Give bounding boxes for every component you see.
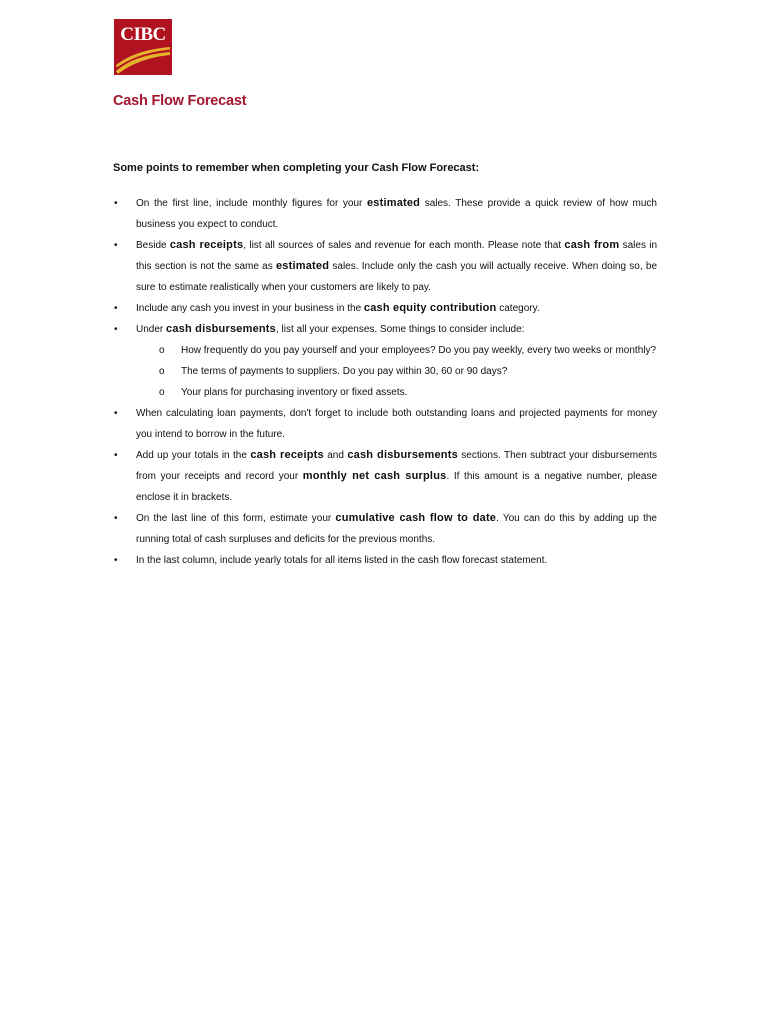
- sub-list-item: o Your plans for purchasing inventory or fixed assets.: [136, 382, 657, 403]
- sub-list-item: o The terms of payments to suppliers. Do you pay within 30, 60 or 90 days?: [136, 361, 657, 382]
- list-item: • In the last column, include yearly totals for all items listed in the cash flow forecast statement.: [113, 550, 657, 571]
- points-list: [113, 193, 657, 571]
- list-item: • Under cash disbursements, list all your expenses. Some things to consider include: o How frequently do you pay yourself and your employees? Do you pay weekly, every two weeks or monthly? o The terms of payments to suppliers. Do you pay within 30, 60 or 90 days? o Your plans for purchasing inventory or fixed assets.: [113, 319, 657, 403]
- list-item: • Add up your totals in the cash receipts and cash disbursements sections. Then subtract your disbursements from your receipts and record your monthly net cash surplus. If this amount is a negative number, please enclose it in brackets.: [113, 445, 657, 508]
- logo-text: CIBC: [120, 24, 166, 45]
- sub-list-item: o How frequently do you pay yourself and your employees? Do you pay weekly, every two weeks or monthly?: [136, 340, 657, 361]
- list-item: • On the last line of this form, estimate your cumulative cash flow to date. You can do this by adding up the running total of cash surpluses and deficits for the previous months.: [113, 508, 657, 550]
- logo-swoosh-icon: [114, 19, 172, 75]
- list-item: • On the first line, include monthly figures for your estimated sales. These provide a quick review of how much business you expect to conduct.: [113, 193, 657, 235]
- list-item: • Include any cash you invest in your business in the cash equity contribution category.: [113, 298, 657, 319]
- points-subheading: Some points to remember when completing your Cash Flow Forecast:: [113, 162, 480, 174]
- list-item: • When calculating loan payments, don't forget to include both outstanding loans and projected payments for money you intend to borrow in the future.: [113, 403, 657, 445]
- document-title: Cash Flow Forecast: [113, 93, 247, 109]
- sub-list: [136, 340, 657, 403]
- cibc-logo: [114, 19, 172, 75]
- list-item: • Beside cash receipts, list all sources of sales and revenue for each month. Please note that cash from sales in this section is not the same as estimated sales. Include only the cash you will actually receive. When doing so, be sure to estimate realistically when your customers are likely to pay.: [113, 235, 657, 298]
